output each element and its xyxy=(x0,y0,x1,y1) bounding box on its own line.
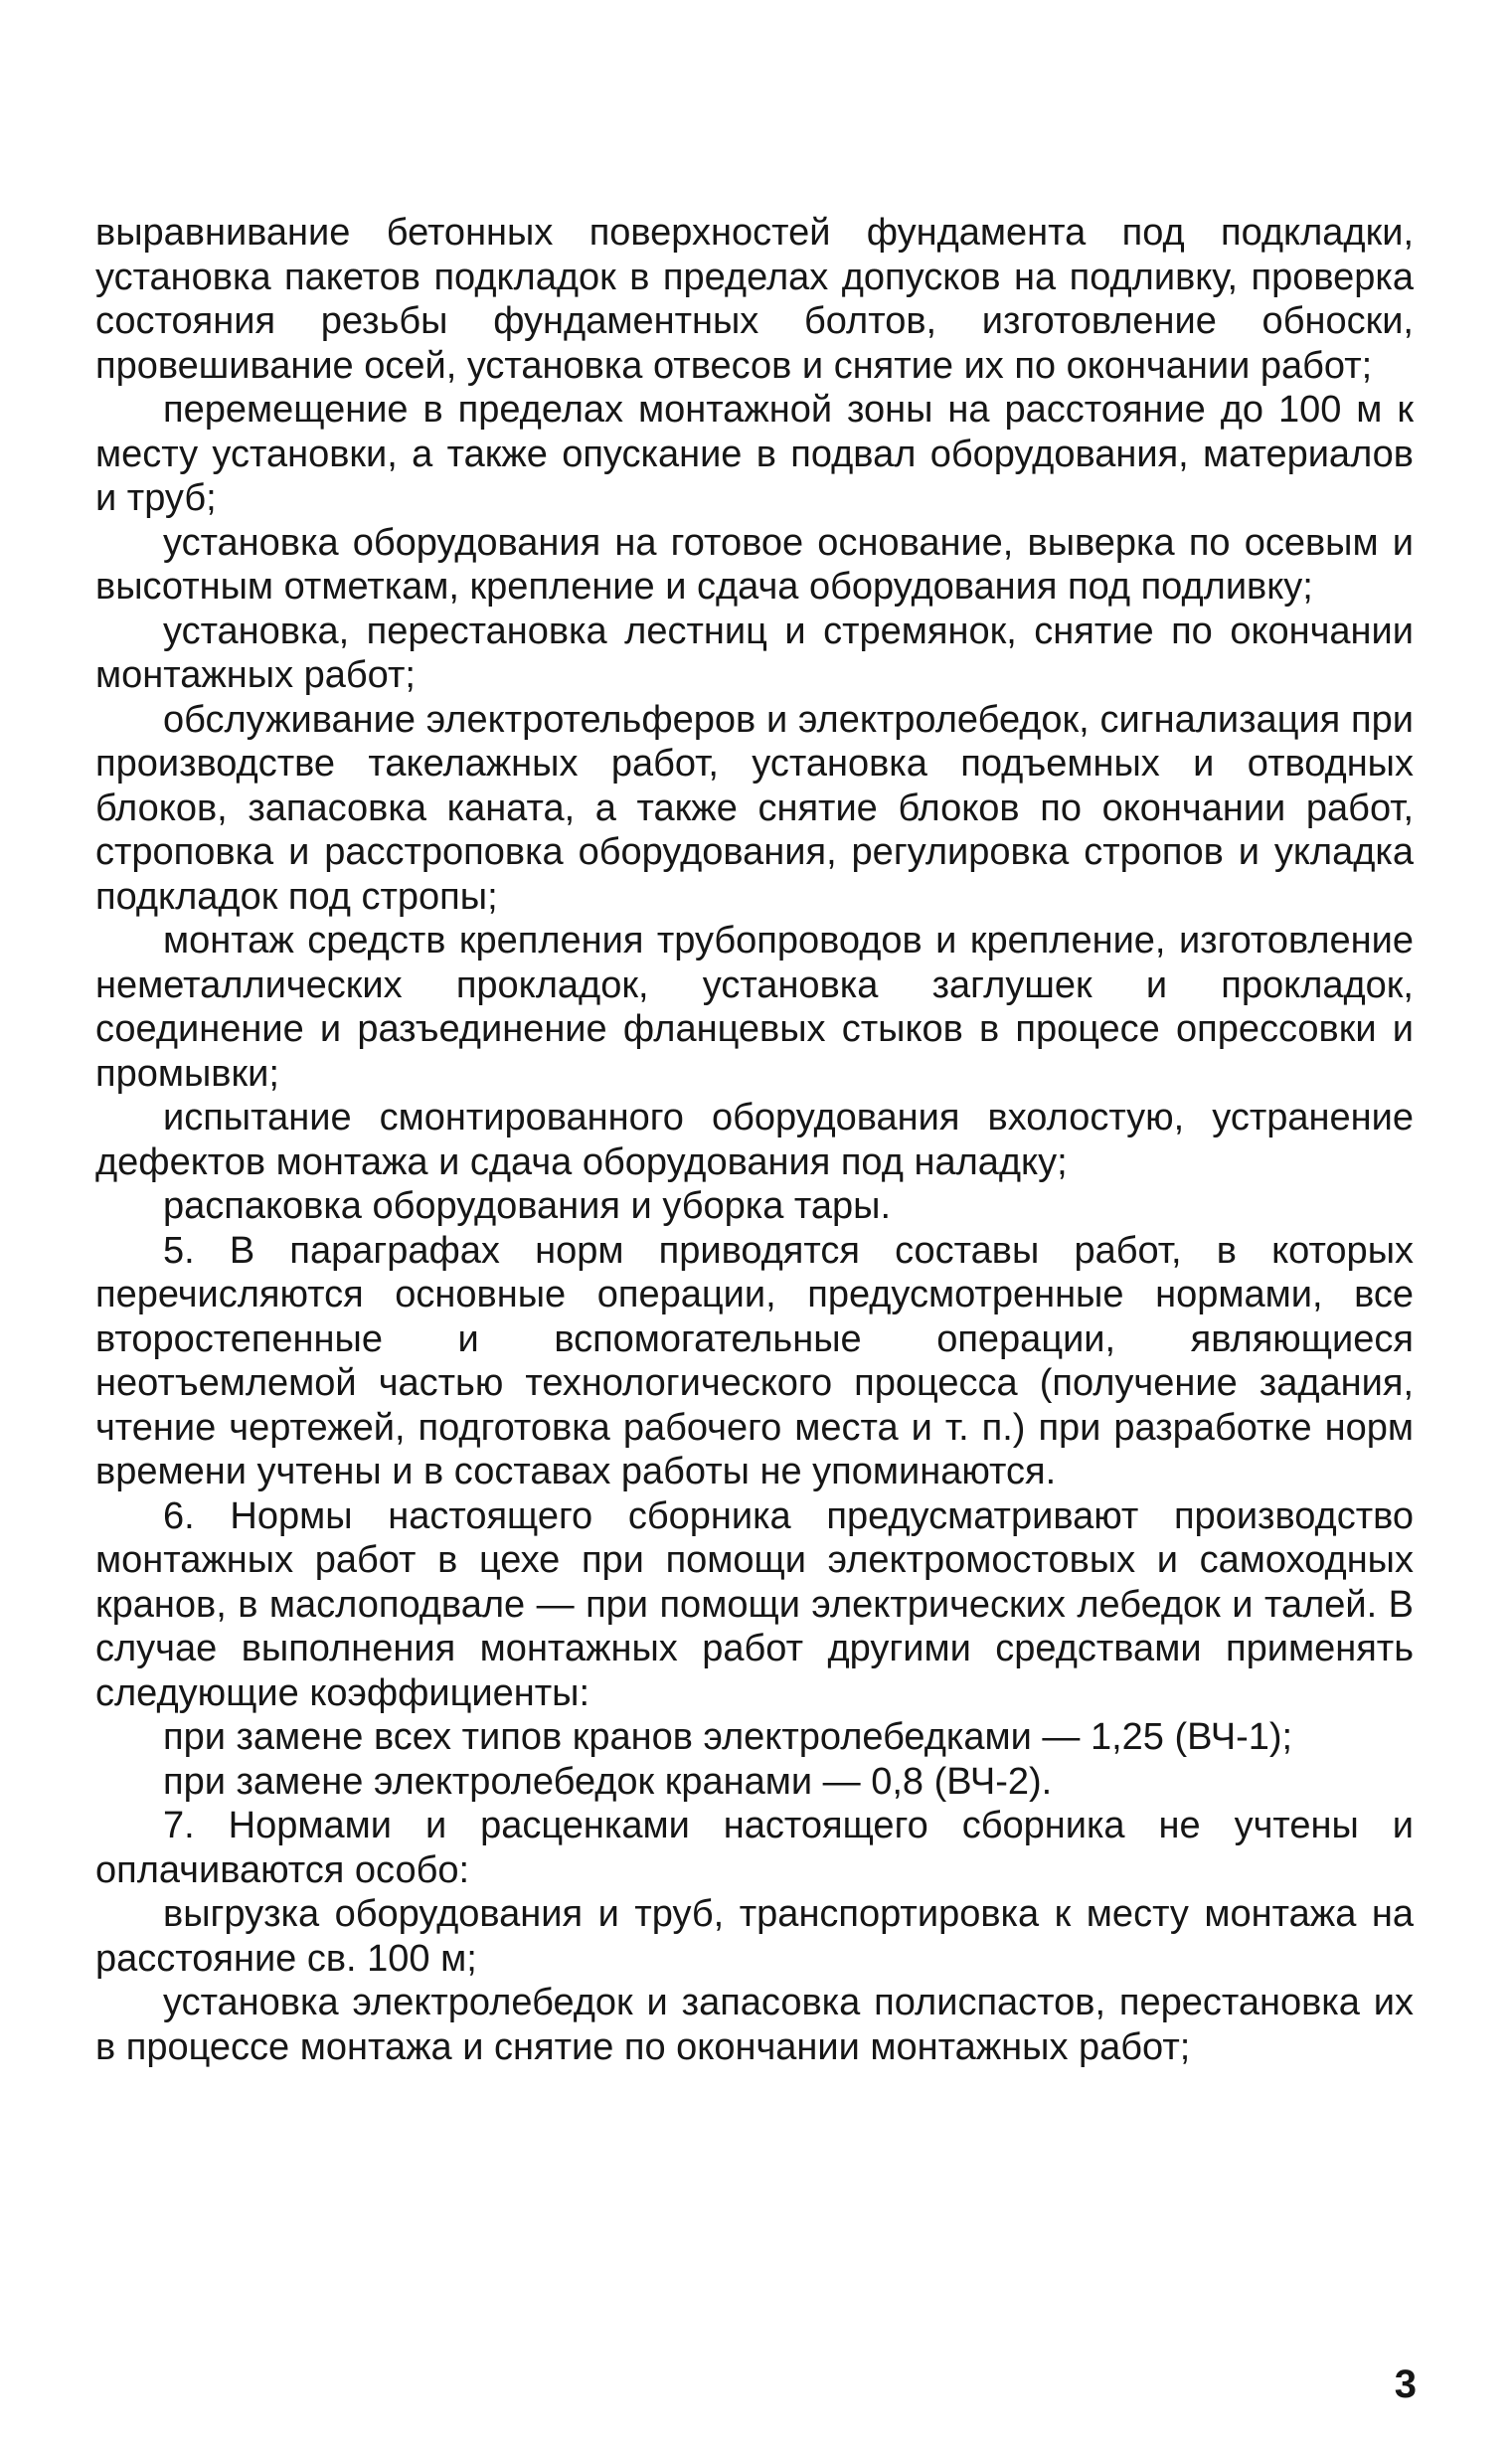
document-body xyxy=(95,211,1414,2069)
paragraph-unloading: выгрузка оборудования и труб, транспортировка к месту монтажа на расстояние св. 100 м; xyxy=(95,1893,1414,1980)
paragraph-foundation-prep: выравнивание бетонных поверхностей фундамента под подкладки, установка пакетов подкладок в пределах допусков на подливку, проверка состояния резьбы фундаментных болтов, изготовление обноски, провешивание осей, установка отвесов и снятие их по окончании работ; xyxy=(95,212,1414,387)
paragraph-item-6: 6. Нормы настоящего сборника предусматривают производство монтажных работ в цехе при помощи электромостовых и самоходных кранов, в маслоподвале — при помощи электрических лебедок и талей. В случае выполнения монтажных работ другими средствами применять следующие коэффициенты: xyxy=(95,1494,1414,1714)
paragraph-unpacking: распаковка оборудования и уборка тары. xyxy=(163,1185,892,1227)
paragraph-testing: испытание смонтированного оборудования вхолостую, устранение дефектов монтажа и сдача оборудования под наладку; xyxy=(95,1097,1414,1183)
paragraph-hoists: обслуживание электротельферов и электролебедок, сигнализация при производстве такелажных работ, установка подъемных и отводных блоков, запасовка каната, а также снятие блоков по окончании работ, строповка и расстроповка оборудования, регулировка стропов и укладка подкладок под стропы; xyxy=(95,698,1414,918)
page-number: 3 xyxy=(1394,2362,1417,2406)
paragraph-item-7: 7. Нормами и расценками настоящего сборника не учтены и оплачиваются особо: xyxy=(95,1805,1414,1891)
paragraph-coefficient-2: при замене электролебедок кранами — 0,8 (ВЧ-2). xyxy=(163,1760,1053,1803)
paragraph-ladders: установка, перестановка лестниц и стремянок, снятие по окончании монтажных работ; xyxy=(95,610,1414,696)
paragraph-pipe-fastening: монтаж средств крепления трубопроводов и крепление, изготовление неметаллических прокладок, установка заглушек и прокладок, соединение и разъединение фланцевых стыков в процесе опрессовки и промывки; xyxy=(95,920,1414,1095)
paragraph-item-5: 5. В параграфах норм приводятся составы работ, в которых перечисляются основные операции, предусмотренные нормами, все второстепенные и вспомогательные операции, являющиеся неотъемлемой частью технологического процесса (получение задания, чтение чертежей, подготовка рабочего места и т. п.) при разработке норм времени учтены и в составах работы не упоминаются. xyxy=(95,1229,1414,1492)
paragraph-coefficient-1: при замене всех типов кранов электролебедками — 1,25 (ВЧ-1); xyxy=(163,1716,1293,1758)
paragraph-moving-equipment: перемещение в пределах монтажной зоны на расстояние до 100 м к месту установки, а также опускание в подвал оборудования, материалов и труб; xyxy=(95,389,1414,519)
paragraph-installation: установка оборудования на готовое основание, выверка по осевым и высотным отметкам, крепление и сдача оборудования под подливку; xyxy=(95,521,1414,608)
paragraph-winch-setup: установка электролебедок и запасовка полиспастов, перестановка их в процессе монтажа и снятие по окончании монтажных работ; xyxy=(95,1982,1414,2068)
